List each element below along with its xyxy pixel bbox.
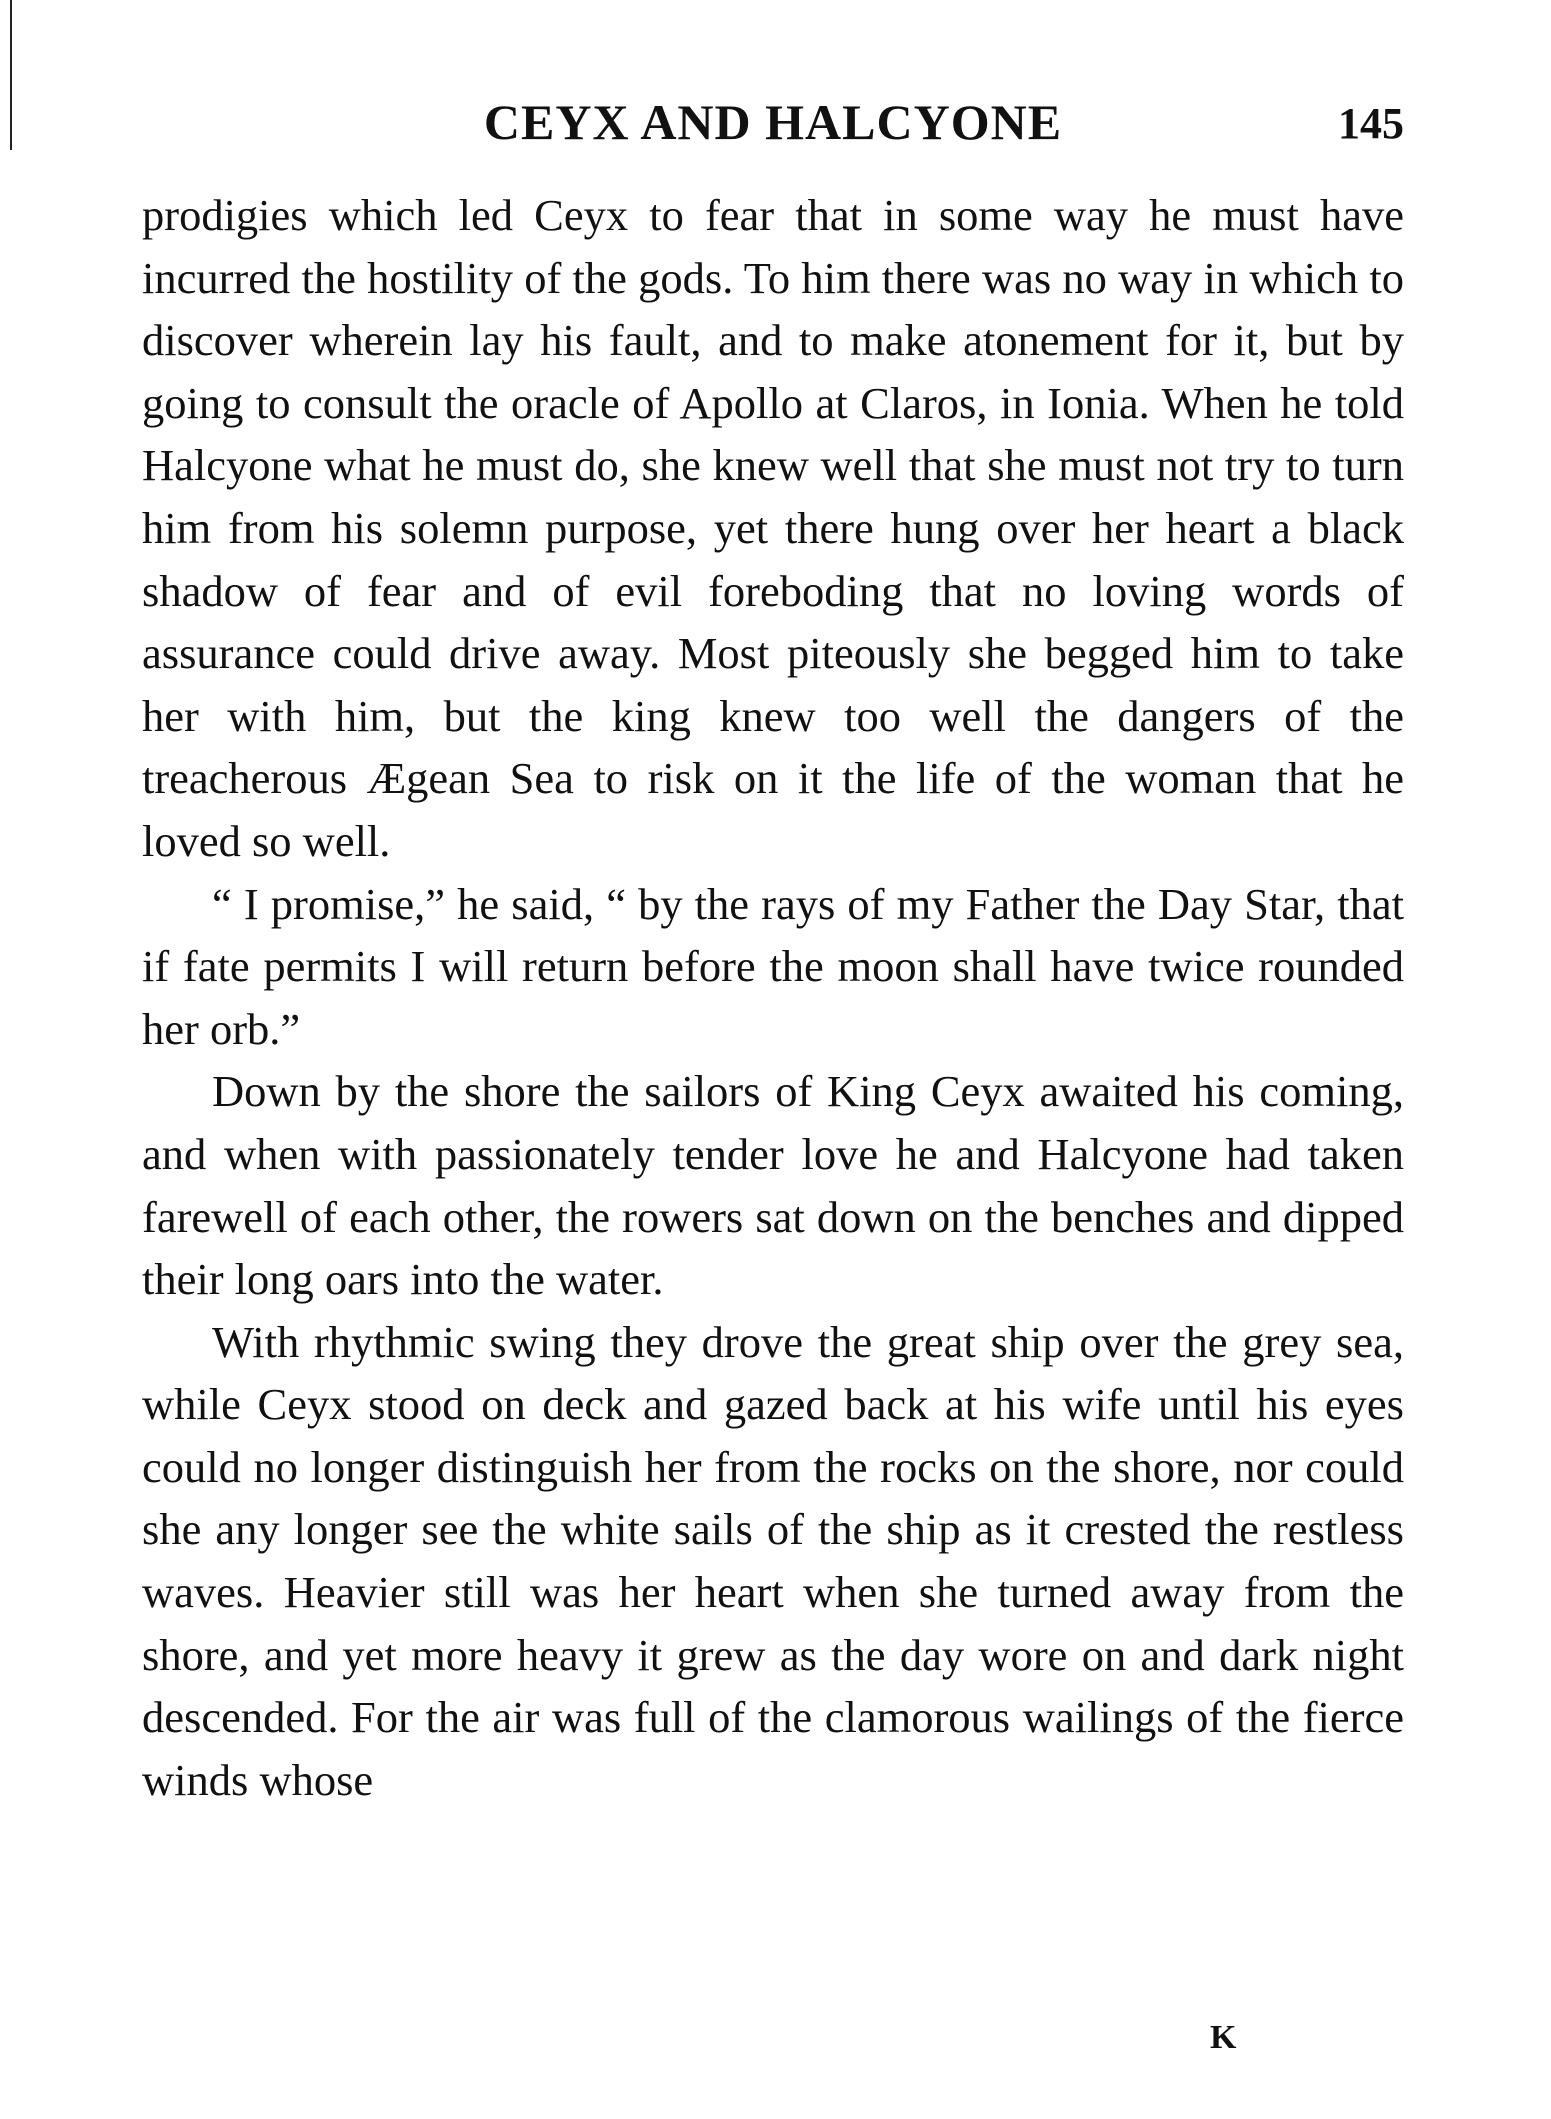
running-title: CEYX AND HALCYONE <box>483 94 1063 150</box>
signature-mark: K <box>1210 2019 1237 2056</box>
body-text <box>142 184 1404 1811</box>
paragraph-1: prodigies which led Ceyx to fear that in some way he must have incurred the hostility of the gods. To him there was no way in which to discover wherein lay his fault, and to make atonement for it, but by going to consult the oracle of Apollo at Claros, in Ionia. When he told Halcyone what he must do, she knew well that she must not try to turn him from his solemn purpose, yet there hung over her heart a black shadow of fear and of evil foreboding that no loving words of assurance could drive away. Most piteously she begged him to take her with him, but the king knew too well the dangers of the treacherous Ægean Sea to risk on it the life of the woman that he loved so well. <box>142 190 1404 866</box>
paragraph-3: Down by the shore the sailors of King Ceyx awaited his coming, and when with passionately tender love he and Halcyone had taken farewell of each other, the rowers sat down on the benches and dipped their long oars into the water. <box>142 1066 1404 1305</box>
paragraph-4: With rhythmic swing they drove the great ship over the grey sea, while Ceyx stood on deck and gazed back at his wife until his eyes could no longer distinguish her from the rocks on the shore, nor could she any longer see the white sails of the ship as it crested the restless waves. Heavier still was her heart when she turned away from the shore, and yet more heavy it grew as the day wore on and dark night descended. For the air was full of the clamorous wailings of the fierce winds whose <box>142 1316 1404 1805</box>
page-number: 145 <box>1338 99 1404 148</box>
page-header <box>142 92 1404 152</box>
book-page <box>142 0 1404 2119</box>
paragraph-2: “ I promise,” he said, “ by the rays of my Father the Day Star, that if fate permits I will return before the moon shall have twice rounded her orb.” <box>142 878 1404 1054</box>
page-edge-line <box>10 0 12 150</box>
